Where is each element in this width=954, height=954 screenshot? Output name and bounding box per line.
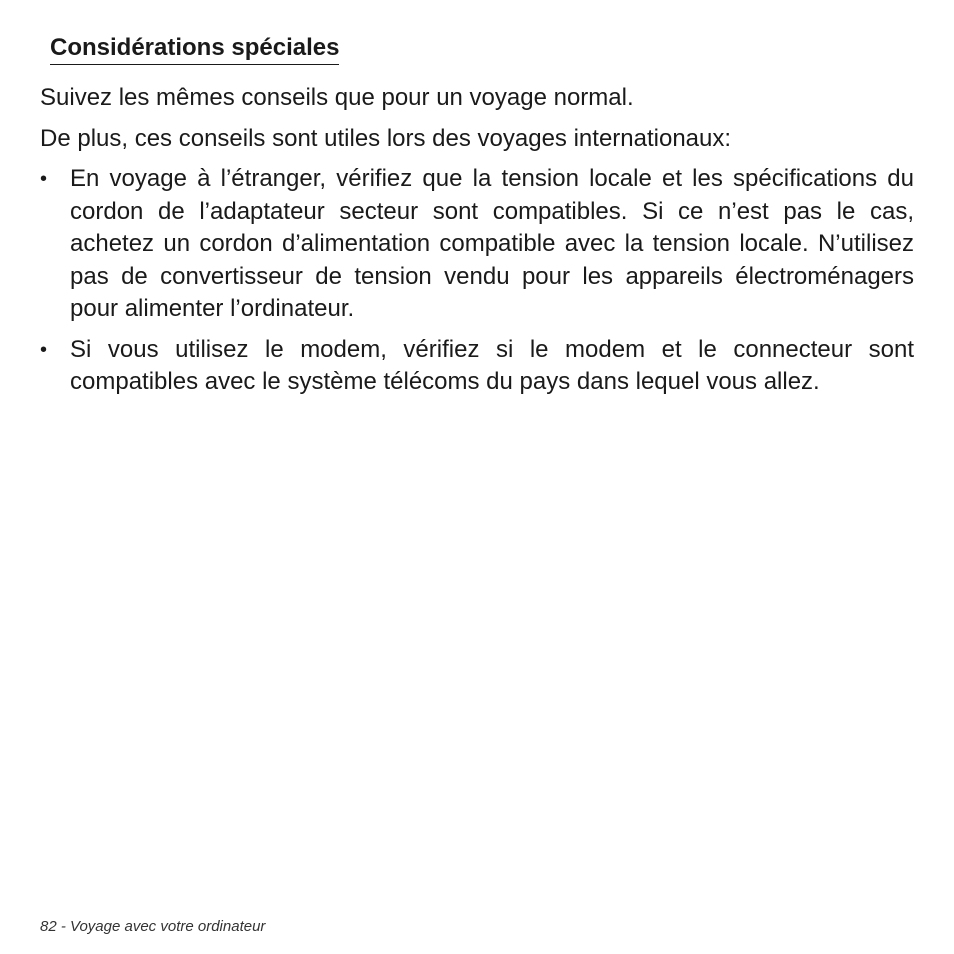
bullet-icon: • — [40, 338, 48, 361]
section-heading: Considérations spéciales — [50, 32, 339, 65]
bullet-icon: • — [40, 168, 48, 190]
list-item — [40, 334, 914, 399]
intro-paragraph-2: De plus, ces conseils sont utiles lors des voyages internationaux: — [40, 124, 732, 152]
page-footer: 82 - Voyage avec votre ordinateur — [40, 918, 266, 935]
page-content — [40, 82, 914, 407]
intro-paragraph-1: Suivez les mêmes conseils que pour un voyage normal. — [40, 84, 634, 111]
list-item-text: Si vous utilisez le modem, vérifiez si le modem et le connecteur sont compatibles avec le système télécoms du pays dans lequel vous allez. — [70, 335, 914, 395]
list-item — [40, 163, 914, 326]
tips-list — [40, 163, 914, 399]
list-item-text: En voyage à l’étranger, vérifiez que la tension locale et les spécifications du cordon de l’adaptateur secteur sont compatibles. Si ce n’est pas le cas, achetez un cordon d’alimentation compatible avec la tension locale. N’utilisez pas de convertisseur de tension vendu pour les appareils électroménagers pour alimenter l’ordinateur. — [70, 165, 914, 322]
